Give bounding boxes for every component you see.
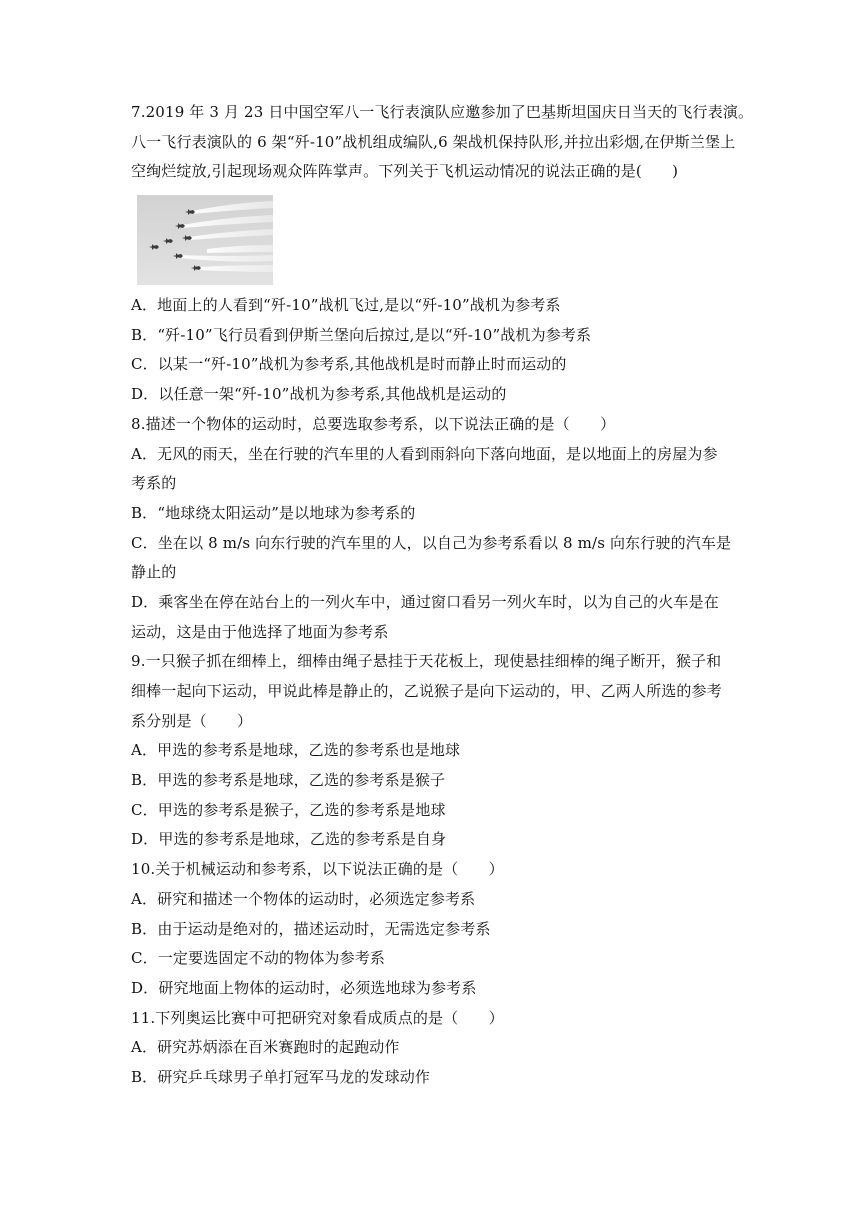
question-7 [131, 98, 754, 410]
option-a: A．研究和描述一个物体的运动时，必须选定参考系 [131, 889, 476, 908]
option-c: C．以某一“歼-10”战机为参考系,其他战机是时而静止时而运动的 [131, 355, 567, 374]
question-stem-line: 系分别是（ ） [131, 711, 253, 730]
question-10 [131, 855, 731, 1003]
option-b: B．“歼-10”飞行员看到伊斯兰堡向后掠过,是以“歼-10”战机为参考系 [131, 325, 592, 344]
option-d: D．乘客坐在停在站台上的一列火车中，通过窗口看另一列火车时，以为自己的火车是在 [131, 592, 719, 611]
jet-formation-photo [137, 195, 273, 285]
option-a-continued: 考系的 [131, 474, 177, 493]
option-b: B．“地球绕太阳运动”是以地球为参考系的 [131, 503, 416, 522]
option-a: A．无风的雨天，坐在行驶的汽车里的人看到雨斜向下落向地面，是以地面上的房屋为参 [131, 444, 718, 463]
option-c-continued: 静止的 [131, 563, 177, 582]
figure-container [131, 187, 731, 291]
question-stem-line: 11.下列奥运比赛中可把研究对象看成质点的是（ ） [131, 1008, 504, 1027]
option-d-continued: 运动，这是由于他选择了地面为参考系 [131, 622, 389, 641]
option-a: A．地面上的人看到“歼-10”战机飞过,是以“歼-10”战机为参考系 [131, 296, 561, 315]
option-d: D．以任意一架“歼-10”战机为参考系,其他战机是运动的 [131, 385, 507, 404]
question-stem-line: 7.2019 年 3 月 23 日中国空军八一飞行表演队应邀参加了巴基斯坦国庆日当天的飞行表演。 [131, 103, 754, 121]
option-d: D．研究地面上物体的运动时，必须选地球为参考系 [131, 978, 477, 997]
option-b: B．研究乒乓球男子单打冠军马龙的发球动作 [131, 1067, 431, 1086]
question-stem-line: 细棒一起向下运动，甲说此棒是静止的，乙说猴子是向下运动的，甲、乙两人所选的参考 [131, 682, 722, 700]
question-stem-line: 8.描述一个物体的运动时，总要选取参考系，以下说法正确的是（ ） [131, 414, 616, 433]
question-list [131, 98, 754, 1093]
option-a: A．甲选的参考系是地球，乙选的参考系也是地球 [131, 741, 461, 760]
option-c: C．甲选的参考系是猴子，乙选的参考系是地球 [131, 800, 446, 819]
question-8 [131, 410, 731, 648]
question-9 [131, 647, 731, 855]
question-stem-line: 10.关于机械运动和参考系，以下说法正确的是（ ） [131, 860, 504, 879]
option-d: D．甲选的参考系是地球，乙选的参考系是自身 [131, 830, 447, 849]
question-stem-line: 八一飞行表演队的 6 架“歼-10”战机组成编队,6 架战机保持队形,并拉出彩烟,在伊斯兰堡上 [131, 132, 736, 151]
option-a: A．研究苏炳添在百米赛跑时的起跑动作 [131, 1038, 400, 1057]
option-c: C．一定要选固定不动的物体为参考系 [131, 949, 386, 968]
question-stem-line: 9.一只猴子抓在细棒上，细棒由绳子悬挂于天花板上，现使悬挂细棒的绳子断开，猴子和 [131, 652, 722, 671]
option-b: B．甲选的参考系是地球，乙选的参考系是猴子 [131, 771, 446, 790]
option-c: C．坐在以 8 m/s 向东行驶的汽车里的人，以自己为参考系看以 8 m/s 向东行驶的汽车是 [131, 533, 732, 552]
question-stem-line: 空绚烂绽放,引起现场观众阵阵掌声。下列关于飞机运动情况的说法正确的是( ) [131, 162, 679, 181]
question-11 [131, 1004, 731, 1093]
option-b: B．由于运动是绝对的，描述运动时，无需选定参考系 [131, 919, 491, 938]
